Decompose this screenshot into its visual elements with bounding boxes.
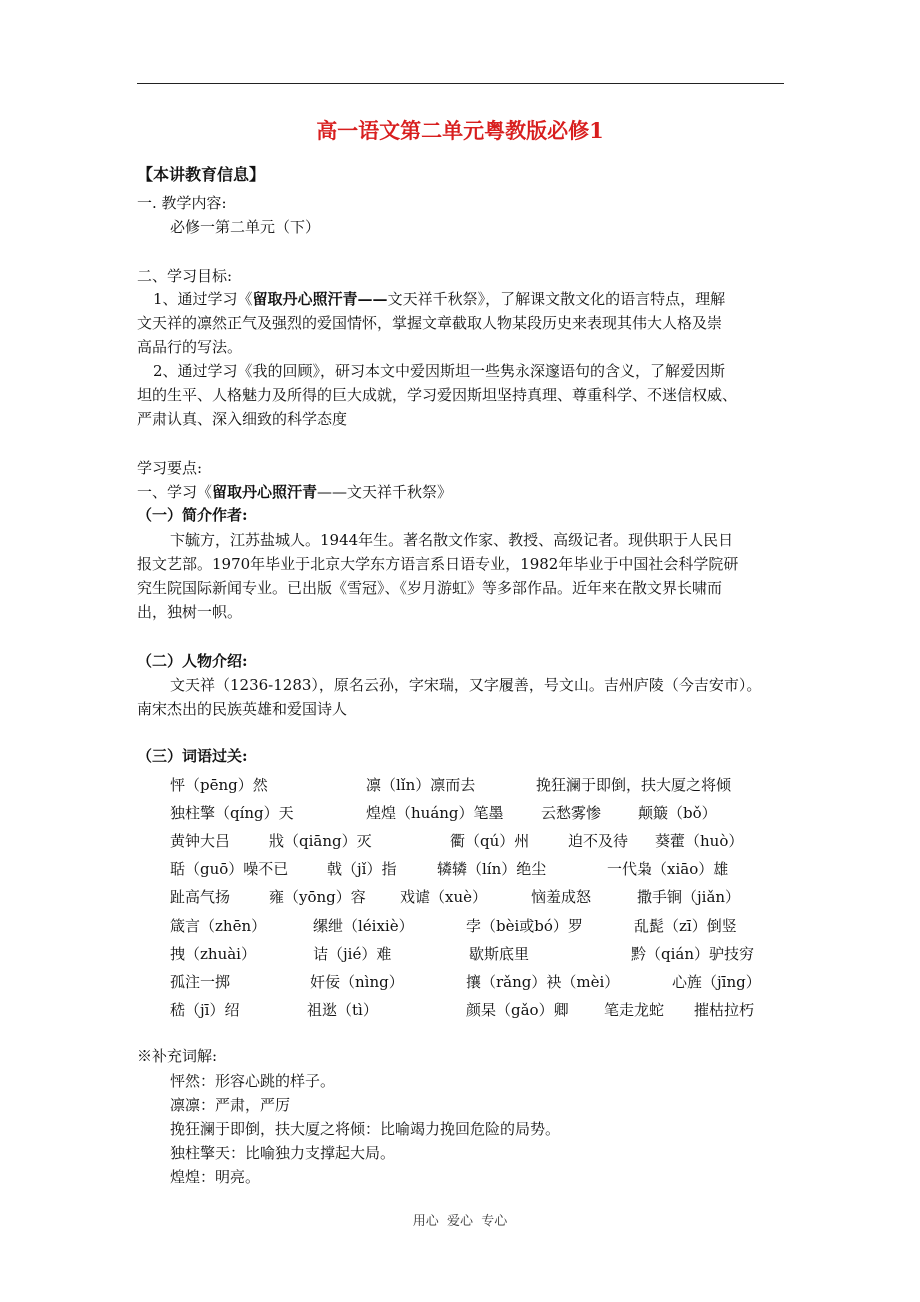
author-heading: （一）简介作者: — [137, 506, 248, 524]
author-line-2: 报文艺部。1970年毕业于北京大学东方语言系日语专业，1982年毕业于中国社会科学院研 — [137, 555, 739, 573]
vocab-item: 嵇（jī）绍 — [170, 1001, 240, 1019]
vocab-item: 戕（qiāng）灭 — [269, 832, 372, 850]
vocab-item: 箴言（zhēn） — [170, 917, 267, 935]
vocab-item: 迫不及待 — [568, 832, 629, 850]
author-line-4: 出，独树一帜。 — [137, 603, 243, 621]
goal1-rest: 文天祥千秋祭》，了解课文散文化的语言特点，理解 — [387, 290, 726, 308]
supplement-line-3: 挽狂澜于即倒，扶大厦之将倾：比喻竭力挽回危险的局势。 — [170, 1120, 561, 1138]
vocab-item: 煌煌（huáng）笔墨 — [366, 804, 504, 822]
vocab-item: 歇斯底里 — [469, 945, 530, 963]
vocab-item: 凛（lǐn）凛而去 — [366, 776, 476, 794]
vocab-item: 一代枭（xiāo）雄 — [607, 860, 729, 878]
vocab-item: 怦（pēng）然 — [170, 776, 268, 794]
person-line-1: 文天祥（1236-1283），原名云孙，字宋瑞，又字履善，号文山。吉州庐陵（今吉安市）。 — [170, 676, 762, 694]
vocab-item: 祖逖（tì） — [307, 1001, 378, 1019]
supplement-line-1: 怦然：形容心跳的样子。 — [170, 1072, 336, 1090]
goal1-line1 — [153, 289, 725, 309]
section1-heading — [137, 482, 452, 502]
goal1-prefix: 1、通过学习《 — [153, 290, 253, 308]
vocab-item: 心旌（jīng） — [672, 973, 761, 991]
goal2-line3: 严肃认真、深入细致的科学态度 — [137, 410, 348, 428]
vocab-item: 摧枯拉朽 — [694, 1001, 755, 1019]
content-label: 一. 教学内容: — [137, 194, 227, 212]
vocab-item: 撒手锏（jiǎn） — [637, 888, 741, 906]
vocab-item: 雍（yōng）容 — [269, 888, 366, 906]
vocab-item: 乱髭（zī）倒竖 — [634, 917, 737, 935]
goal1-line2: 文天祥的凛然正气及强烈的爱国情怀，掌握文章截取人物某段历史来表现其伟大人格及崇 — [137, 314, 723, 332]
vocab-item: 黄钟大吕 — [170, 832, 231, 850]
vocab-item: 颠簸（bǒ） — [638, 804, 717, 822]
vocab-item: 黔（qián）驴技穷 — [631, 945, 755, 963]
goals-label: 二、学习目标: — [137, 267, 233, 285]
author-line-1: 卞毓方，江苏盐城人。1944年生。著名散文作家、教授、高级记者。现供职于人民日 — [170, 531, 734, 549]
supplement-line-4: 独柱擎天：比喻独力支撑起大局。 — [170, 1144, 396, 1162]
vocab-item: 独柱擎（qíng）天 — [170, 804, 294, 822]
vocab-item: 云愁雾惨 — [541, 804, 602, 822]
section1-bold-title: 留取丹心照汗青 — [212, 483, 318, 501]
supplement-line-2: 凛凛：严肃，严厉 — [170, 1096, 291, 1114]
author-line-3: 究生院国际新闻专业。已出版《雪冠》、《岁月游虹》等多部作品。近年来在散文界长啸而 — [137, 579, 723, 597]
person-line-2: 南宋杰出的民族英雄和爱国诗人 — [137, 700, 348, 718]
info-header: 【本讲教育信息】 — [137, 165, 266, 184]
keypoints-label: 学习要点: — [137, 459, 203, 477]
vocab-item: 恼羞成怒 — [531, 888, 592, 906]
vocab-item: 葵藿（huò） — [655, 832, 744, 850]
goal1-line3: 高品行的写法。 — [137, 338, 243, 356]
goal1-bold-title: 留取丹心照汗青—— — [252, 290, 388, 308]
vocab-item: 攘（rǎng）袂（mèi） — [466, 973, 620, 991]
person-heading: （二）人物介绍: — [137, 652, 248, 670]
vocab-item: 缧绁（léixiè） — [313, 917, 414, 935]
vocab-item: 笔走龙蛇 — [604, 1001, 665, 1019]
page-title: 高一语文第二单元粤教版必修1 — [316, 118, 604, 143]
vocab-item: 辚辚（lín）绝尘 — [437, 860, 547, 878]
goal2-line1: 2、通过学习《我的回顾》，研习本文中爱因斯坦一些隽永深邃语句的含义，了解爱因斯 — [153, 362, 726, 380]
supplement-label: ※补充词解: — [137, 1047, 218, 1065]
vocab-item: 颜杲（gǎo）卿 — [466, 1001, 569, 1019]
vocab-item: 挽狂澜于即倒，扶大厦之将倾 — [536, 776, 732, 794]
vocab-item: 诘（jié）难 — [313, 945, 392, 963]
vocab-item: 戟（jǐ）指 — [327, 860, 397, 878]
content-value: 必修一第二单元（下） — [170, 218, 321, 236]
vocab-item: 奸佞（nìng） — [310, 973, 404, 991]
vocab-item: 孛（bèi或bó）罗 — [466, 917, 583, 935]
vocab-heading: （三）词语过关: — [137, 747, 248, 765]
vocab-item: 戏谑（xuè） — [400, 888, 487, 906]
supplement-line-5: 煌煌：明亮。 — [170, 1168, 261, 1186]
page-footer: 用心 爱心 专心 — [412, 1214, 508, 1229]
vocab-item: 拽（zhuài） — [170, 945, 256, 963]
vocab-item: 趾高气扬 — [170, 888, 231, 906]
vocab-item: 孤注一掷 — [170, 973, 231, 991]
goal2-line2: 坦的生平、人格魅力及所得的巨大成就，学习爱因斯坦坚持真理、尊重科学、不迷信权威、 — [137, 386, 738, 404]
vocab-item: 衢（qú）州 — [450, 832, 530, 850]
header-rule — [137, 83, 784, 84]
section1-prefix: 一、学习《 — [137, 483, 213, 501]
vocab-item: 聒（guō）噪不已 — [170, 860, 289, 878]
section1-rest: ——文天祥千秋祭》 — [317, 483, 453, 501]
